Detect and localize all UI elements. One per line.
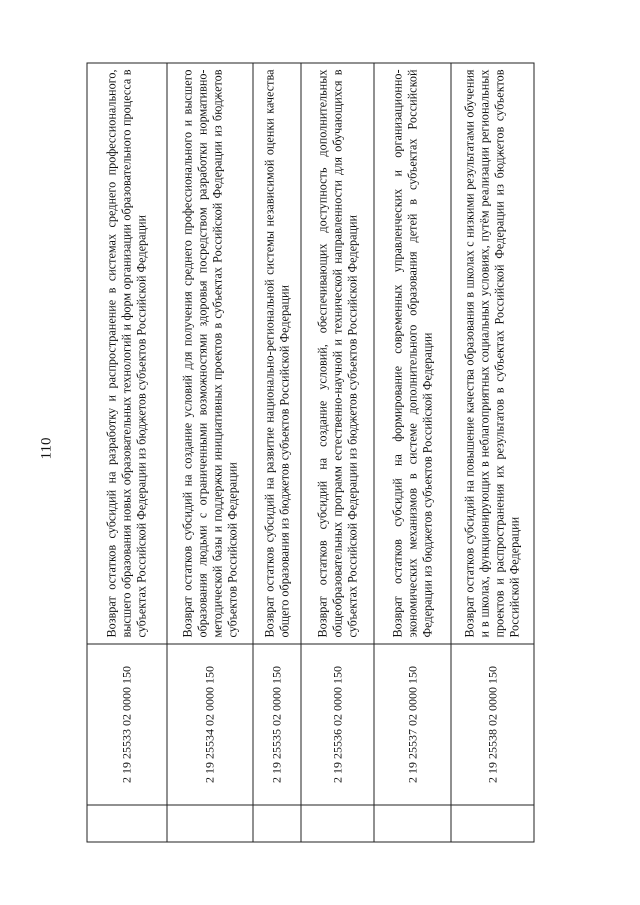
table-row: [451, 63, 534, 842]
row-description: Возврат остатков субсидий на повышение качества образования в школах с низкими результатами обучения и в школах, функционирующих в неблагоприятных социальных условиях, путём реализации региональных проектов и распространения их результатов в субъектах Российской Федерации из бюджетов субъектов Российской Федерации: [451, 63, 534, 644]
table-cell-blank: [374, 805, 451, 842]
table-cell-blank: [301, 805, 374, 842]
classification-code: 2 19 25534 02 0000 150: [167, 644, 253, 805]
table-row: [87, 63, 167, 842]
classification-code: 2 19 25536 02 0000 150: [301, 644, 374, 805]
table-cell-blank: [253, 805, 301, 842]
row-description: Возврат остатков субсидий на создание условий для получения среднего профессионального и высшего образования людьми с ограниченными возможностями здоровья посредством разработки нормативно-методической базы и поддержки инициативных проектов в субъектах Российской Федерации из бюджетов субъектов Российской Федерации: [167, 63, 253, 644]
table-row: [374, 63, 451, 842]
table-row: [253, 63, 301, 842]
page-number: 110: [38, 437, 55, 460]
table-cell-blank: [451, 805, 534, 842]
table-cell-blank: [167, 805, 253, 842]
table-row: [167, 63, 253, 842]
row-description: Возврат остатков субсидий на формирование современных управленческих и организационно-экономических механизмов в системе дополнительного образования детей в субъектах Российской Федерации из бюджетов субъектов Российской Федерации: [374, 63, 451, 644]
row-description: Возврат остатков субсидий на разработку и распространение в системах среднего профессионального, высшего образования новых образовательных технологий и форм организации образовательного процесса в субъектах Российской Федерации из бюджетов субъектов Российской Федерации: [87, 63, 167, 644]
classification-code: 2 19 25535 02 0000 150: [253, 644, 301, 805]
table-row: [301, 63, 374, 842]
classification-code: 2 19 25537 02 0000 150: [374, 644, 451, 805]
rotated-page-content: [87, 63, 522, 843]
row-description: Возврат остатков субсидий на создание условий, обеспечивающих доступность дополнительных общеобразовательных программ естественно-научной и технической направленности для обучающихся в субъектах Российской Федерации из бюджетов субъектов Российской Федерации: [301, 63, 374, 644]
table-cell-blank: [87, 805, 167, 842]
classification-code: 2 19 25538 02 0000 150: [451, 644, 534, 805]
budget-classification-table: [87, 63, 535, 843]
classification-code: 2 19 25533 02 0000 150: [87, 644, 167, 805]
row-description: Возврат остатков субсидий на развитие национально-региональной системы независимой оценки качества общего образования из бюджетов субъектов Российской Федерации: [253, 63, 301, 644]
